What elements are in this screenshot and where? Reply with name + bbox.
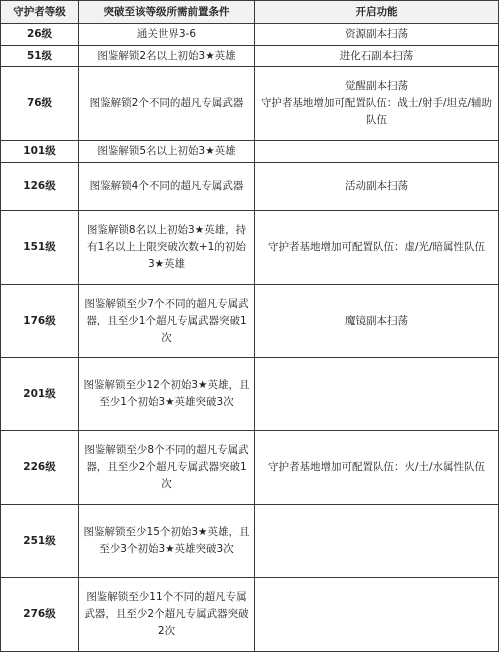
row-level: 101级 <box>1 141 79 163</box>
header-feature: 开启功能 <box>255 1 499 24</box>
row-condition: 图鉴解锁2名以上初始3★英雄 <box>79 46 255 67</box>
header-condition: 突破至该等级所需前置条件 <box>79 1 255 24</box>
row-feature: 资源副本扫荡 <box>255 24 499 46</box>
row-condition: 图鉴解锁至少12个初始3★英雄，且至少1个初始3★英雄突破3次 <box>79 358 255 431</box>
table-row <box>1 578 499 652</box>
table-row <box>1 24 499 46</box>
table-row <box>1 358 499 431</box>
row-feature <box>255 578 499 652</box>
table-row <box>1 67 499 141</box>
table-row <box>1 46 499 67</box>
row-feature: 活动副本扫荡 <box>255 163 499 211</box>
row-level: 126级 <box>1 163 79 211</box>
row-level: 151级 <box>1 211 79 285</box>
header-row <box>1 1 499 24</box>
row-level: 201级 <box>1 358 79 431</box>
header-level: 守护者等级 <box>1 1 79 24</box>
row-level: 76级 <box>1 67 79 141</box>
table-row <box>1 163 499 211</box>
row-condition: 图鉴解锁至少7个不同的超凡专属武器，且至少1个超凡专属武器突破1次 <box>79 285 255 358</box>
row-feature <box>255 505 499 578</box>
table-row <box>1 211 499 285</box>
table-row <box>1 505 499 578</box>
row-level: 26级 <box>1 24 79 46</box>
row-feature <box>255 141 499 163</box>
row-condition: 图鉴解锁至少11个不同的超凡专属武器，且至少2个超凡专属武器突破2次 <box>79 578 255 652</box>
row-level: 51级 <box>1 46 79 67</box>
row-feature: 守护者基地增加可配置队伍：火/土/水属性队伍 <box>255 431 499 505</box>
row-condition: 通关世界3-6 <box>79 24 255 46</box>
row-condition: 图鉴解锁5名以上初始3★英雄 <box>79 141 255 163</box>
row-feature: 觉醒副本扫荡 守护者基地增加可配置队伍：战士/射手/坦克/辅助队伍 <box>255 67 499 141</box>
table-row <box>1 141 499 163</box>
row-condition: 图鉴解锁2个不同的超凡专属武器 <box>79 67 255 141</box>
table-row <box>1 431 499 505</box>
row-condition: 图鉴解锁至少8个不同的超凡专属武器，且至少2个超凡专属武器突破1次 <box>79 431 255 505</box>
row-feature <box>255 358 499 431</box>
table-row <box>1 285 499 358</box>
row-level: 176级 <box>1 285 79 358</box>
row-feature: 魔镜副本扫荡 <box>255 285 499 358</box>
row-level: 226级 <box>1 431 79 505</box>
row-level: 276级 <box>1 578 79 652</box>
row-condition: 图鉴解锁8名以上初始3★英雄，持有1名以上上限突破次数+1的初始3★英雄 <box>79 211 255 285</box>
row-condition: 图鉴解锁4个不同的超凡专属武器 <box>79 163 255 211</box>
row-condition: 图鉴解锁至少15个初始3★英雄，且至少3个初始3★英雄突破3次 <box>79 505 255 578</box>
row-feature: 守护者基地增加可配置队伍：虚/光/暗属性队伍 <box>255 211 499 285</box>
row-level: 251级 <box>1 505 79 578</box>
row-feature: 进化石副本扫荡 <box>255 46 499 67</box>
